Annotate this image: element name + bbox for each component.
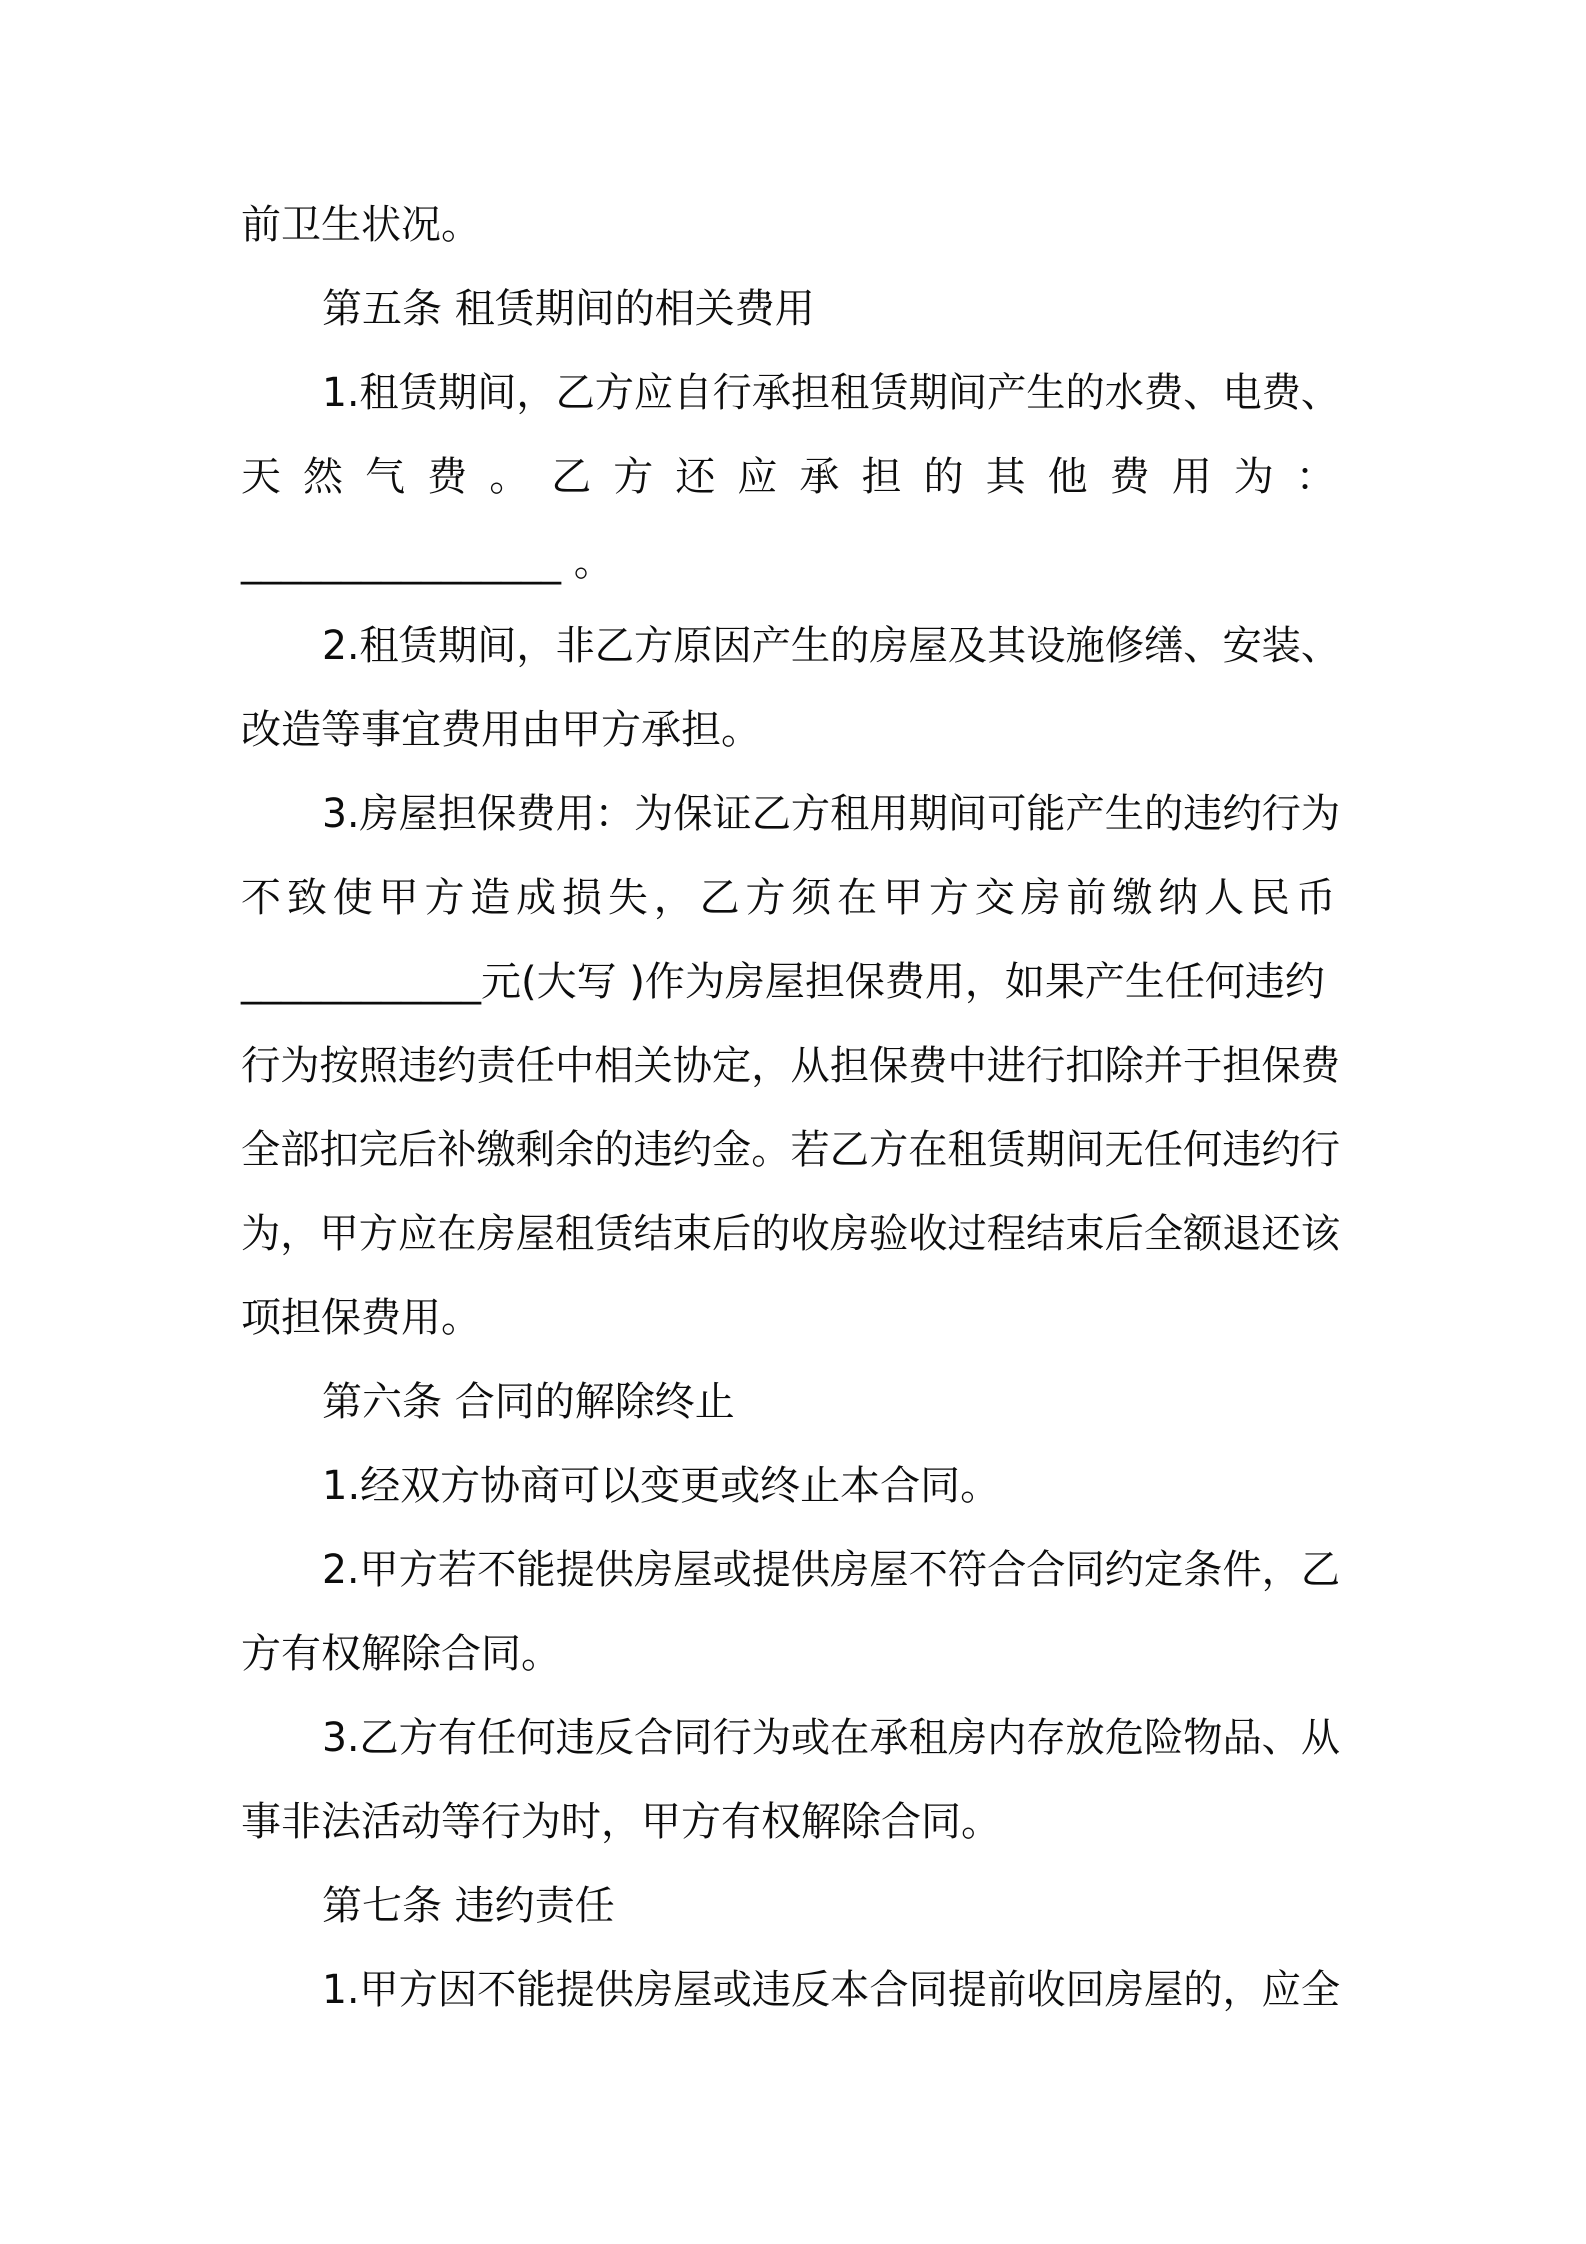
text-line: ____________元(大写 )作为房屋担保费用，如果产生任何违约: [241, 959, 1325, 1005]
justified-char: 前: [1066, 875, 1107, 921]
justified-char: 币: [1295, 875, 1336, 921]
article-heading: 第五条 租赁期间的相关费用: [322, 286, 815, 332]
justified-char: 天: [241, 454, 281, 500]
text-line: 改造等事宜费用由甲方承担。: [241, 707, 761, 753]
text-line: 2.甲方若不能提供房屋或提供房屋不符合合同约定条件，乙: [322, 1547, 1341, 1593]
justified-char: 为: [1233, 454, 1274, 500]
justified-char: ：: [1295, 454, 1336, 500]
text-line-justified: [241, 875, 1336, 922]
justified-char: 担: [861, 454, 902, 500]
text-line: 项担保费用。: [241, 1295, 481, 1341]
blank-fill-line: ________________ 。: [241, 539, 614, 585]
justified-char: 使: [332, 875, 373, 921]
justified-char: 甲: [883, 875, 924, 921]
justified-char: 承: [799, 454, 840, 500]
article-heading: 第七条 违约责任: [322, 1883, 615, 1929]
text-line: 3.房屋担保费用：为保证乙方租用期间可能产生的违约行为: [322, 791, 1341, 837]
justified-char: 须: [791, 875, 832, 921]
article-heading: 第六条 合同的解除终止: [322, 1379, 735, 1425]
justified-char: 纳: [1158, 875, 1199, 921]
text-line: 前卫生状况。: [241, 202, 481, 248]
justified-char: 然: [303, 454, 344, 500]
justified-char: 乙: [551, 454, 592, 500]
justified-char: 还: [675, 454, 716, 500]
justified-char: 方: [424, 875, 465, 921]
justified-char: 乙: [699, 875, 740, 921]
text-line: 2.租赁期间，非乙方原因产生的房屋及其设施修缮、安装、: [322, 623, 1341, 669]
justified-char: 。: [489, 454, 530, 500]
justified-char: 民: [1249, 875, 1290, 921]
justified-char: 不: [241, 875, 281, 921]
justified-char: 在: [837, 875, 878, 921]
text-line: 3.乙方有任何违反合同行为或在承租房内存放危险物品、从: [322, 1715, 1341, 1761]
justified-char: 其: [985, 454, 1026, 500]
justified-char: 成: [516, 875, 557, 921]
justified-char: 损: [562, 875, 603, 921]
justified-char: 气: [365, 454, 406, 500]
justified-char: ，: [653, 875, 694, 921]
text-line-justified: [241, 454, 1336, 501]
justified-char: 房: [1020, 875, 1061, 921]
justified-char: 他: [1047, 454, 1088, 500]
justified-char: 造: [470, 875, 511, 921]
justified-char: 的: [923, 454, 964, 500]
justified-char: 人: [1204, 875, 1245, 921]
justified-char: 缴: [1112, 875, 1153, 921]
justified-char: 致: [286, 875, 327, 921]
text-line: 全部扣完后补缴剩余的违约金。若乙方在租赁期间无任何违约行: [241, 1127, 1340, 1173]
text-line: 1.经双方协商可以变更或终止本合同。: [322, 1463, 1001, 1509]
text-line: 为，甲方应在房屋租赁结束后的收房验收过程结束后全额退还该: [241, 1211, 1340, 1257]
justified-char: 用: [1171, 454, 1212, 500]
justified-char: 应: [737, 454, 778, 500]
justified-char: 费: [1109, 454, 1150, 500]
justified-char: 方: [745, 875, 786, 921]
justified-char: 费: [427, 454, 468, 500]
text-line: 1.甲方因不能提供房屋或违反本合同提前收回房屋的，应全: [322, 1967, 1341, 2013]
text-line: 方有权解除合同。: [241, 1631, 561, 1677]
text-line: 事非法活动等行为时，甲方有权解除合同。: [241, 1799, 1001, 1845]
justified-char: 方: [928, 875, 969, 921]
justified-char: 甲: [378, 875, 419, 921]
justified-char: 交: [974, 875, 1015, 921]
justified-char: 方: [613, 454, 654, 500]
text-line: 1.租赁期间，乙方应自行承担租赁期间产生的水费、电费、: [322, 370, 1341, 416]
justified-char: 失: [607, 875, 648, 921]
text-line: 行为按照违约责任中相关协定，从担保费中进行扣除并于担保费: [241, 1043, 1340, 1089]
